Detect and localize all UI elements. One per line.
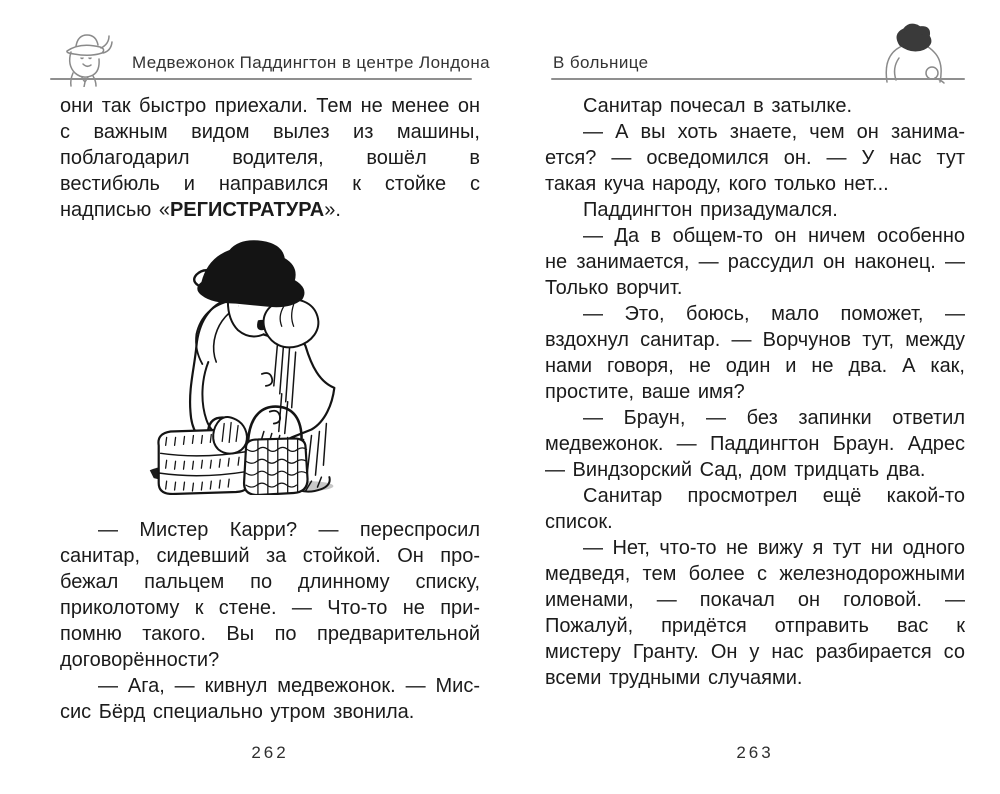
page-number-right: 263 — [736, 743, 774, 762]
text-run: они так быстро приехали. Тем не менее он с важным видом вылез из машины, поблагодарил водителя, вошёл в вестибюль и направился к стойке с надписью « — [60, 95, 480, 221]
page-header-left — [60, 30, 491, 80]
text-run: — Ага, — кивнул медвежонок. — Миссис Бёрд специально утром звонила. — [60, 675, 480, 723]
page-header-right — [545, 30, 965, 80]
text-run: Санитар просмотрел ещё какой-то список. — [545, 485, 965, 533]
paragraph — [545, 301, 965, 405]
running-title-right: В больнице — [553, 53, 649, 72]
text-run: — А вы хоть знаете, чем он занимается? — осведомился он. — У нас тут такая куча народу, кого только нет... — [545, 121, 965, 195]
paragraph — [545, 223, 965, 301]
paragraph — [60, 517, 480, 673]
text-run: — Мистер Карри? — переспросил санитар, сидевший за стойкой. Он пробежал пальцем по длинному списку, приколотому к стене. — Что-то не припомню такого. Вы по предварительной договорённости? — [60, 519, 480, 671]
paragraph — [545, 93, 965, 119]
text-run: — Нет, что-то не вижу я тут ни одного медведя, тем более с железнодорожными именами, — покачал он головой. — Пожалуй, придётся отправить вас к мистеру Гранту. Он у нас разбирается со всеми трудными случаями. — [545, 537, 965, 689]
paddington-basket-illustration — [146, 237, 352, 495]
paragraph — [60, 93, 480, 223]
paragraph — [545, 405, 965, 483]
text-run: ». — [324, 199, 341, 221]
text-run: — Это, боюсь, мало поможет, — вздохнул санитар. — Ворчунов тут, между нами говоря, не один и не два. А как, простите, ваше имя? — [545, 303, 965, 403]
paragraph — [545, 197, 965, 223]
page-body-left — [60, 93, 480, 725]
running-title-left: Медвежонок Паддингтон в центре Лондона — [132, 53, 491, 72]
page-left — [60, 30, 491, 775]
text-run: — Браун, — без запинки ответил медвежонок. — Паддингтон Браун. Адрес — Виндзорский Сад, дом тридцать два. — [545, 407, 965, 481]
paragraph — [545, 483, 965, 535]
paddington-back-icon — [874, 22, 950, 84]
paragraph — [545, 119, 965, 197]
header-rule-left — [50, 78, 472, 80]
page-right — [545, 30, 965, 775]
paragraph — [545, 535, 965, 691]
text-run: — Да в общем-то он ничем особенно не занимается, — рассудил он наконец. — Только ворчит. — [545, 225, 965, 299]
header-rule-right — [551, 78, 965, 80]
page-body-right — [545, 93, 965, 691]
page-number-left: 262 — [251, 743, 289, 762]
paragraph — [60, 673, 480, 725]
text-block-top — [60, 93, 480, 223]
bold-text: РЕГИСТРАТУРА — [169, 199, 325, 221]
text-block-bottom — [60, 517, 480, 725]
text-run: Санитар почесал в затылке. — [583, 95, 853, 117]
text-run: Паддингтон призадумался. — [583, 199, 838, 221]
